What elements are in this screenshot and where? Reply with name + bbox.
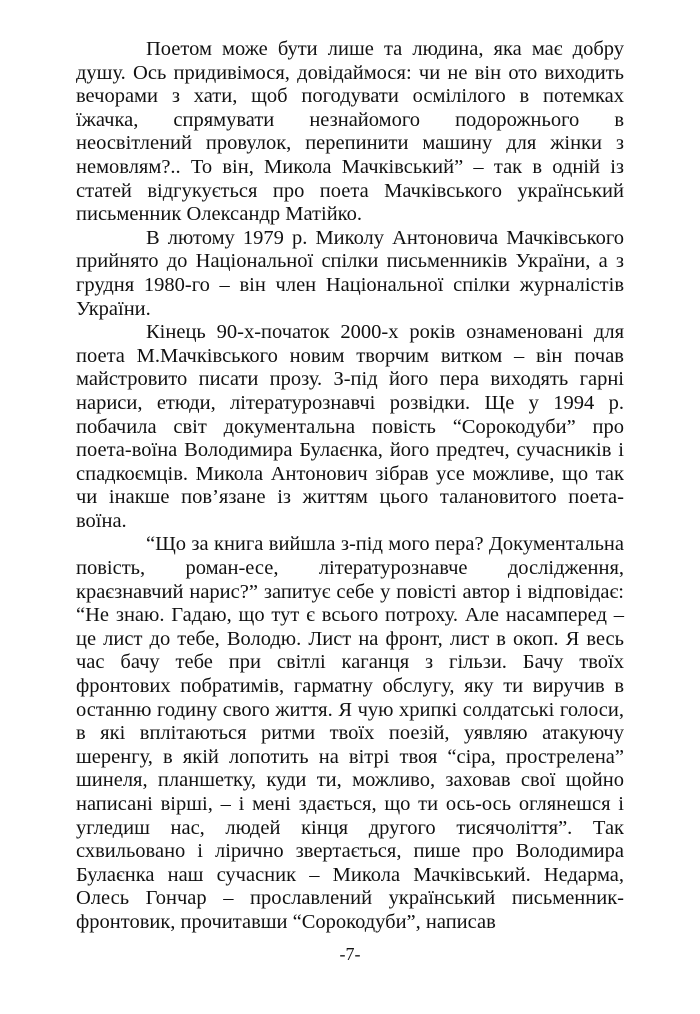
paragraph-3: Кінець 90-х-початок 2000-х років ознаменовані для поета М.Мачківського новим творчим витком – він почав майстровито писати прозу. З-під його пера виходять гарні нариси, етюди, літературознавчі розвідки. Ще у 1994 р. побачила світ документальна повість “Сорокодуби” про поета-воїна Володимира Булаєнка, його предтеч, сучасників і спадкоємців. Микола Антонович зібрав усе можливе, що так чи інакше пов’язане із життям цього талановитого поета-воїна.	[76, 321, 624, 532]
paragraph-4: “Що за книга вийшла з-під мого пера? Документальна повість, роман-есе, літературознавче дослідження, краєзнавчий нарис?” запитує себе у повісті автор і відповідає: “Не знаю. Гадаю, що тут є всього потроху. Але насамперед – це лист до тебе, Володю. Лист на фронт, лист в окоп. Я весь час бачу тебе при світлі каганця з гільзи. Бачу твоїх фронтових побратимів, гарматну обслугу, яку ти виручив в останню годину свого життя. Я чую хрипкі солдатські голоси, в які вплітаються ритми твоїх поезій, уявляю атакуючу шеренгу, в якій лопотить на вітрі твоя “сіра, прострелена” шинеля, планшетку, куди ти, можливо, заховав свої щойно написані вірші, – і мені здається, що ти ось-ось оглянешся і угледиш нас, людей кінця другого тисячоліття”. Так схвильовано і лірично звертається, пише про Володимира Булаєнка наш сучасник – Микола Мачківський. Недарма, Олесь Гончар – прославлений український письменник-фронтовик, прочитавши “Сорокодуби”, написав	[76, 533, 624, 933]
page-number: -7-	[339, 944, 361, 964]
paragraph-2: В лютому 1979 р. Миколу Антоновича Мачківського прийнято до Національної спілки письменників України, а з грудня 1980-го – він член Національної спілки журналістів України.	[76, 226, 624, 320]
paragraph-1: Поетом може бути лише та людина, яка має добру душу. Ось придивімося, довідаймося: чи не він ото виходить вечорами з хати, щоб погодувати осмілілого в потемках їжачка, спрямувати незнайомого подорожнього в неосвітлений провулок, перепинити машину для жінки з немовлям?.. То він, Микола Мачківський” – так в одній із статей відгукується про поета Мачківського український письменник Олександр Матійко.	[76, 38, 624, 226]
document-page	[76, 38, 624, 935]
